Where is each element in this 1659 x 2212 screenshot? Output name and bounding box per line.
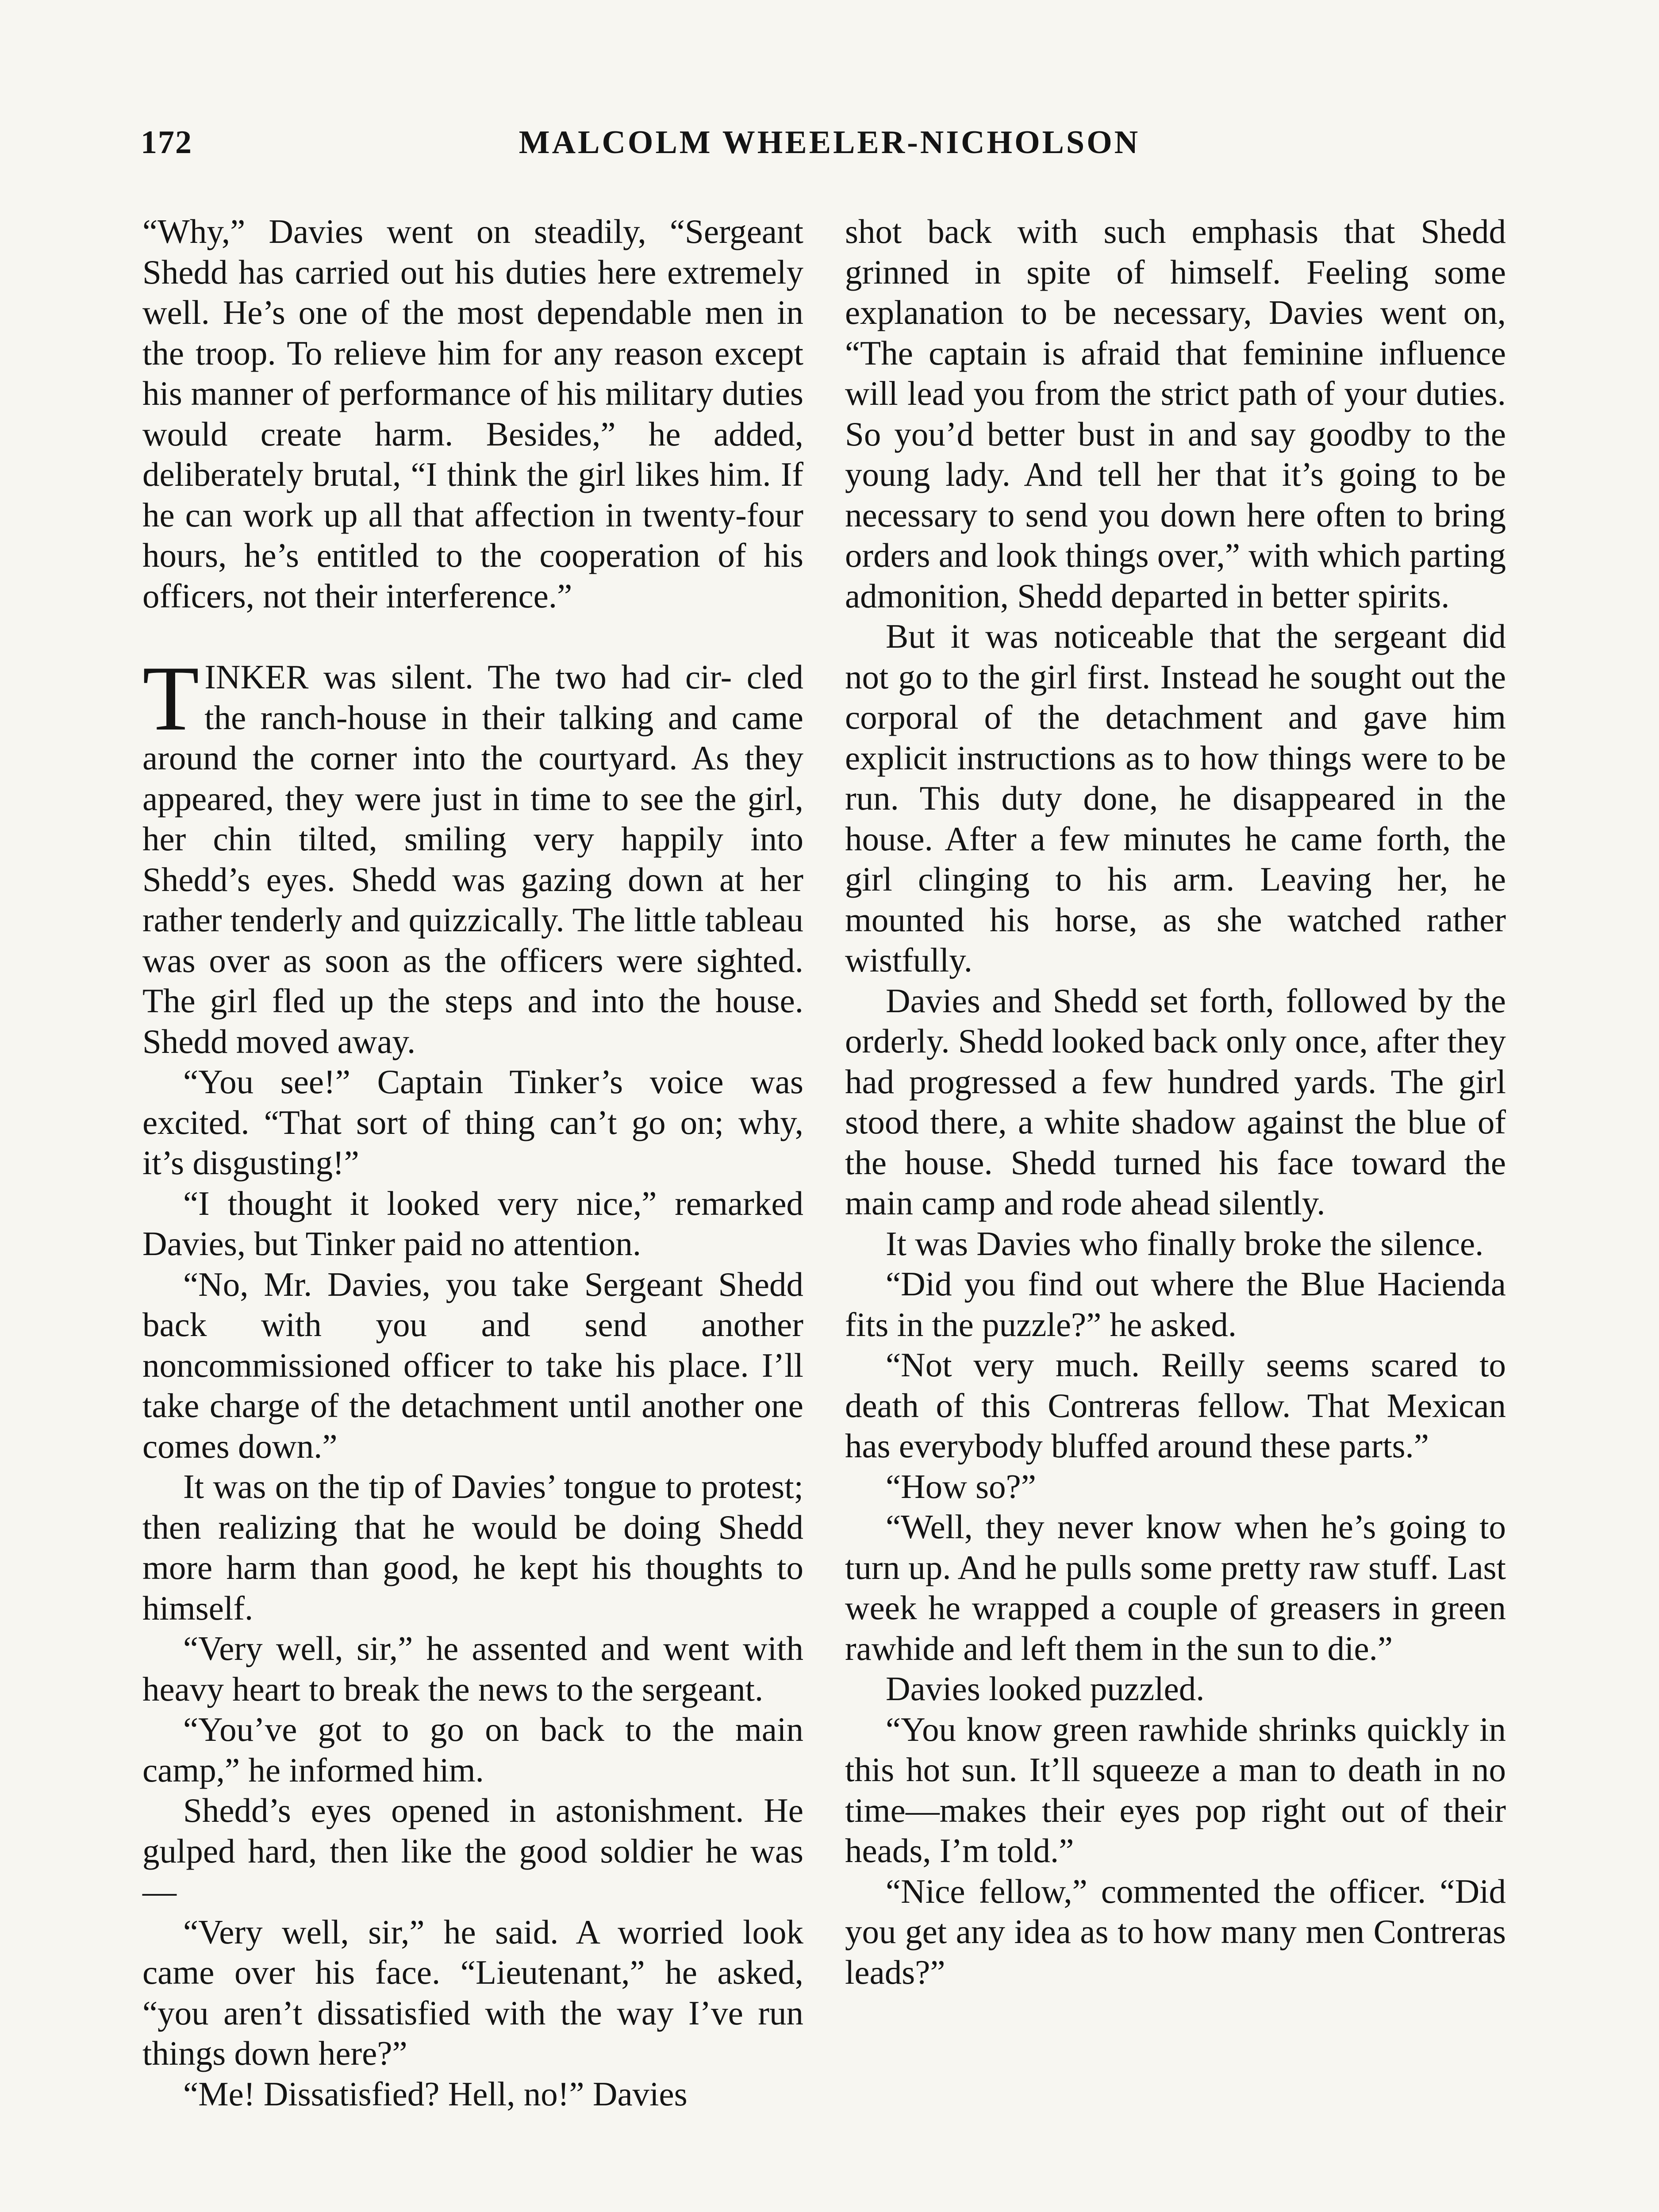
paragraph: It was Davies who finally broke the silence. <box>886 1224 1484 1263</box>
paragraph: “You’ve got to go on back to the main camp,” he informed him. <box>142 1710 803 1789</box>
paragraph: “Did you find out where the Blue Hacienda fits in the puzzle?” he asked. <box>845 1265 1506 1344</box>
left-text-column <box>142 211 803 2114</box>
paragraph: “Not very much. Reilly seems scared to death of this Contreras fellow. That Mexican has everybody bluffed around these parts.” <box>845 1346 1506 1465</box>
paragraph-continuation: cled the ranch-house in their talking and came around the corner into the courtyard. As they appeared, they were just in time to see the girl, her chin tilted, smiling very happily into Shedd’s eyes. Shedd was gazing down at her rather tenderly and quizzically. The little tableau was over as soon as the officers were sighted. The girl fled up the steps and into the house. Shedd moved away. <box>142 658 803 1060</box>
paragraph: “How so?” <box>886 1467 1036 1505</box>
paragraph: “No, Mr. Davies, you take Sergeant Shedd back with you and send another noncommissioned officer to take his place. I’ll take charge of the detachment until another one comes down.” <box>142 1265 803 1465</box>
drop-cap-initial: T <box>142 647 200 750</box>
paragraph: “Nice fellow,” commented the officer. “Did you get any idea as to how many men Contreras leads?” <box>845 1872 1506 1991</box>
drop-cap-small-caps-word: INKER <box>204 658 309 696</box>
paragraph: Shedd’s eyes opened in astonishment. He gulped hard, then like the good soldier he was— <box>142 1791 803 1910</box>
section-opening-paragraph <box>142 647 803 1062</box>
paragraph: “Very well, sir,” he said. A worried look came over his face. “Lieutenant,” he asked, “you aren’t dissatisfied with the way I’ve run things down here?” <box>142 1912 803 2072</box>
running-head-title: MALCOLM WHEELER-NICHOLSON <box>518 124 1141 161</box>
paragraph: “Very well, sir,” he assented and went with heavy heart to break the news to the sergeant. <box>142 1629 803 1708</box>
paragraph: Davies and Shedd set forth, followed by the orderly. Shedd looked back only once, after they had progressed a few hundred yards. The girl stood there, a white shadow against the blue of the house. Shedd turned his face toward the main camp and rode ahead silently. <box>845 981 1506 1222</box>
paragraph: It was on the tip of Davies’ tongue to protest; then realizing that he would be doing Shedd more harm than good, he kept his thoughts to himself. <box>142 1467 803 1627</box>
paragraph: But it was noticeable that the sergeant did not go to the girl first. Instead he sought out the corporal of the detachment and gave him explicit instructions as to how things were to be run. This duty done, he disappeared in the house. After a few minutes he came forth, the girl clinging to his arm. Leaving her, he mounted his horse, as she watched rather wistfully. <box>845 617 1506 979</box>
paragraph: “You see!” Captain Tinker’s voice was excited. “That sort of thing can’t go on; why, it’s disgusting!” <box>142 1063 803 1182</box>
page-number: 172 <box>141 124 192 161</box>
paragraph: “Well, they never know when he’s going to turn up. And he pulls some pretty raw stuff. Last week he wrapped a couple of greasers in green rawhide and left them in the sun to die.” <box>845 1508 1506 1667</box>
drop-cap-lead-in-text: was silent. The two had cir- <box>308 658 732 696</box>
paragraph: “You know green rawhide shrinks quickly in this hot sun. It’ll squeeze a man to death in no time—makes their eyes pop right out of their heads, I’m told.” <box>845 1710 1506 1870</box>
paragraph: shot back with such emphasis that Shedd grinned in spite of himself. Feeling some explanation to be necessary, Davies went on, “The captain is afraid that feminine influence will lead you from the strict path of your duties. So you’d better bust in and say goodby to the young lady. And tell her that it’s going to be necessary to send you down here often to bring orders and look things over,” with which parting admonition, Shedd departed in better spirits. <box>845 212 1506 615</box>
paragraph: “Me! Dissatisfied? Hell, no!” Davies <box>183 2074 687 2113</box>
paragraph: Davies looked puzzled. <box>886 1670 1205 1708</box>
paragraph: “Why,” Davies went on steadily, “Sergeant Shedd has carried out his duties here extremely well. He’s one of the most dependable men in the troop. To relieve him for any reason except his manner of performance of his military duties would create harm. Besides,” he added, deliberately brutal, “I think the girl likes him. If he can work up all that affection in twenty-four hours, he’s entitled to the cooperation of his officers, not their interference.” <box>142 212 803 615</box>
right-text-column <box>845 211 1506 1993</box>
paragraph: “I thought it looked very nice,” remarked Davies, but Tinker paid no attention. <box>142 1184 803 1263</box>
